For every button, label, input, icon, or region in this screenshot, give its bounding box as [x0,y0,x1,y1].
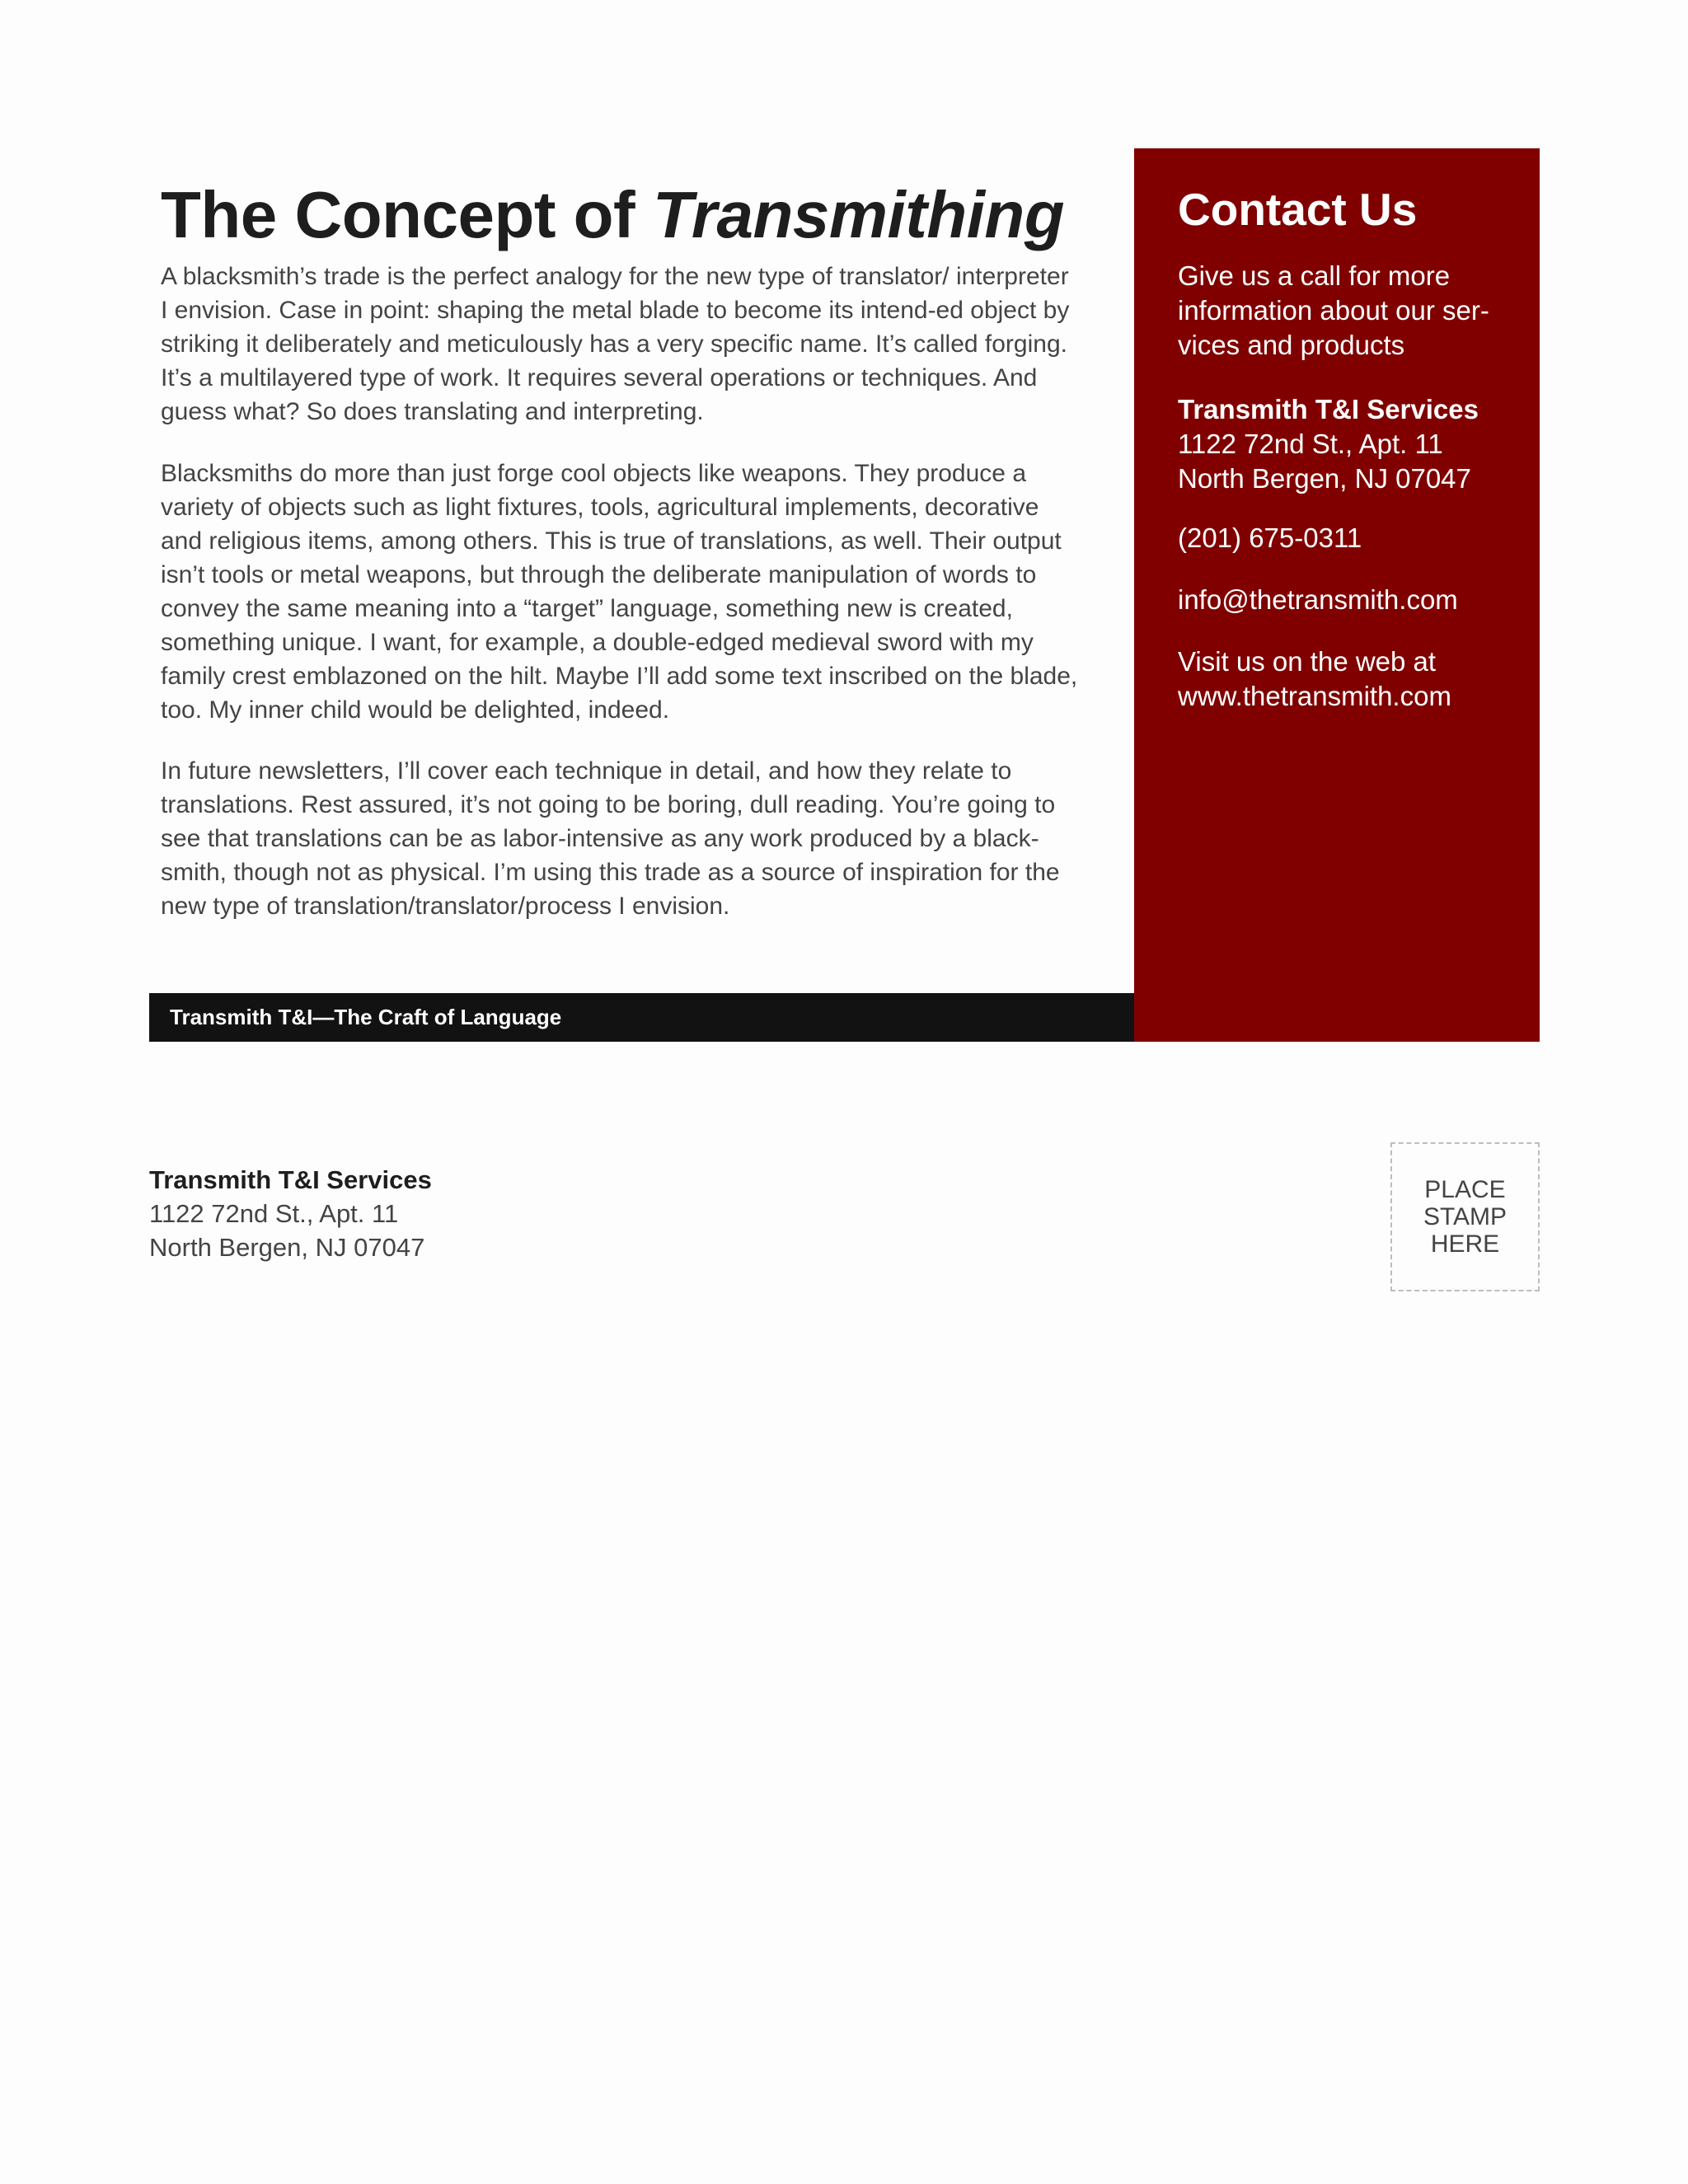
return-address-line-2: North Bergen, NJ 07047 [149,1233,425,1262]
contact-intro: Give us a call for more information about our ser-vices and products [1178,260,1489,360]
contact-company-name: Transmith T&I Services [1178,394,1479,424]
article-title [161,177,1080,253]
stamp-label-line-2: STAMP [1423,1203,1507,1230]
stamp-label-line-1: PLACE [1424,1176,1506,1203]
return-address-name: Transmith T&I Services [149,1165,432,1194]
stamp-placeholder [1390,1142,1540,1291]
contact-phone: (201) 675-0311 [1178,523,1362,553]
article-title-italic: Transmithing [652,178,1065,251]
footer-tagline: Transmith T&I—The Craft of Language [170,1005,562,1029]
contact-web-label: Visit us on the web at [1178,646,1437,677]
stamp-label [1423,1176,1507,1258]
return-address [149,1163,432,1264]
article-title-plain: The Concept of [161,178,653,251]
article-paragraph-1: A blacksmith’s trade is the perfect analogy for the new type of translator/ interpreter I envision. Case in point: shaping the metal blade to become its intend-ed object by striking it deliberately and meticulously has a very specific name. It’s called forging. It’s a multilayered type of work. It requires several operations or techniques. And guess what? So does translating and interpreting. [161,263,1070,425]
footer-bar [149,993,1134,1042]
article [161,177,1080,920]
return-address-line-1: 1122 72nd St., Apt. 11 [149,1199,399,1228]
contact-title: Contact Us [1178,184,1418,235]
contact-address-line-2: North Bergen, NJ 07047 [1178,463,1471,494]
article-paragraph-2: Blacksmiths do more than just forge cool objects like weapons. They produce a variety of objects such as light fixtures, tools, agricultural implements, decorative and religious items, among others. This is true of translations, as well. Their output isn’t tools or metal weapons, but through the deliberate manipulation of words to convey the same meaning into a “target” language, something new is created, something unique. I want, for example, a double-edged medieval sword with my family crest emblazoned on the hilt. Maybe I’ll add some text inscribed on the blade, too. My inner child would be delighted, indeed. [161,460,1078,724]
contact-website: www.thetransmith.com [1178,681,1451,711]
article-paragraph-3: In future newsletters, I’ll cover each technique in detail, and how they relate to translations. Rest assured, it’s not going to be boring, dull reading. You’re going to see that translations can be as labor-intensive as any work produced by a black-smith, though not as physical. I’m using this trade as a source of inspiration for the new type of translation/translator/process I envision. [161,757,1060,920]
contact-sidebar [1134,148,1540,1042]
contact-email: info@thetransmith.com [1178,584,1458,615]
contact-address-line-1: 1122 72nd St., Apt. 11 [1178,429,1443,459]
stamp-label-line-3: HERE [1430,1230,1500,1258]
